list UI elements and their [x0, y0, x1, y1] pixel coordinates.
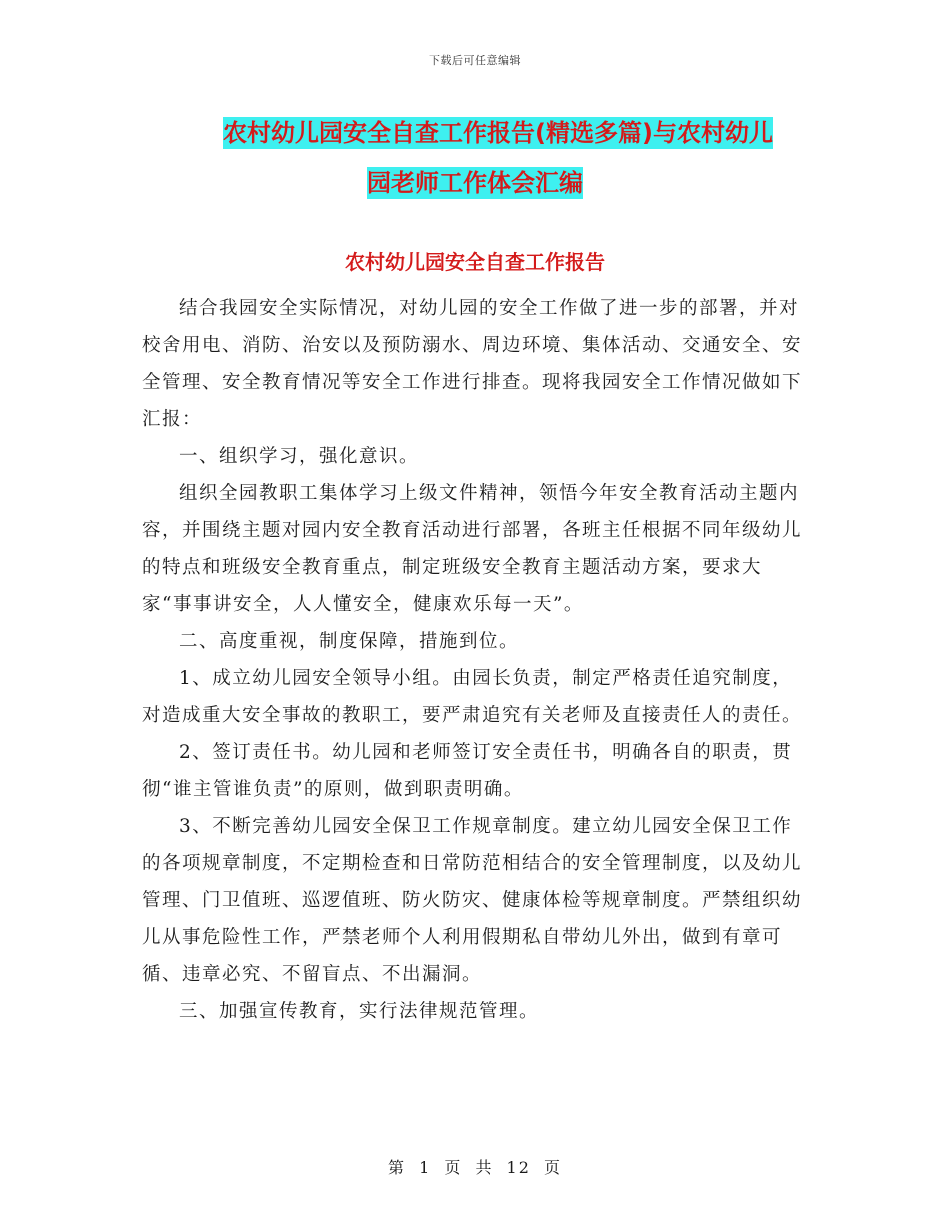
paragraph: 3、不断完善幼儿园安全保卫工作规章制度。建立幼儿园安全保卫工作的各项规章制度，不定期检查和日常防范相结合的安全管理制度，以及幼儿管理、门卫值班、巡逻值班、防火防灾、健康体检等规章制度。严禁组织幼儿从事危险性工作，严禁老师个人利用假期私自带幼儿外出，做到有章可循、违章必究、不留盲点、不出漏洞。	[142, 816, 803, 985]
title-line-2: 园老师工作体会汇编	[367, 169, 583, 197]
paragraph: 三、加强宣传教育，实行法律规范管理。	[179, 1001, 540, 1022]
page-number-footer: 第 1 页 共 12 页	[388, 1158, 562, 1177]
paragraph: 二、高度重视，制度保障，措施到位。	[179, 631, 520, 652]
paragraph: 一、组织学习，强化意识。	[179, 446, 420, 467]
title-line-1: 农村幼儿园安全自查工作报告(精选多篇)与农村幼儿	[223, 119, 773, 147]
document-body	[142, 290, 810, 1030]
section-title: 农村幼儿园安全自查工作报告	[345, 250, 605, 274]
paragraph: 结合我园安全实际情况，对幼儿园的安全工作做了进一步的部署，并对校舍用电、消防、治安以及预防溺水、周边环境、集体活动、交通安全、安全管理、安全教育情况等安全工作进行排查。现将我园安全工作情况做如下汇报：	[142, 298, 803, 430]
paragraph: 组织全园教职工集体学习上级文件精神，领悟今年安全教育活动主题内容，并围绕主题对园内安全教育活动进行部署，各班主任根据不同年级幼儿的特点和班级安全教育重点，制定班级安全教育主题活动方案，要求大家“事事讲安全，人人懂安全，健康欢乐每一天”。	[142, 483, 803, 615]
document-title	[0, 108, 950, 208]
header-note: 下载后可任意编辑	[429, 54, 521, 67]
paragraph: 2、签订责任书。幼儿园和老师签订安全责任书，明确各自的职责，贯彻“谁主管谁负责”的原则，做到职责明确。	[142, 742, 793, 800]
paragraph: 1、成立幼儿园安全领导小组。由园长负责，制定严格责任追究制度，对造成重大安全事故的教职工，要严肃追究有关老师及直接责任人的责任。	[142, 668, 803, 726]
